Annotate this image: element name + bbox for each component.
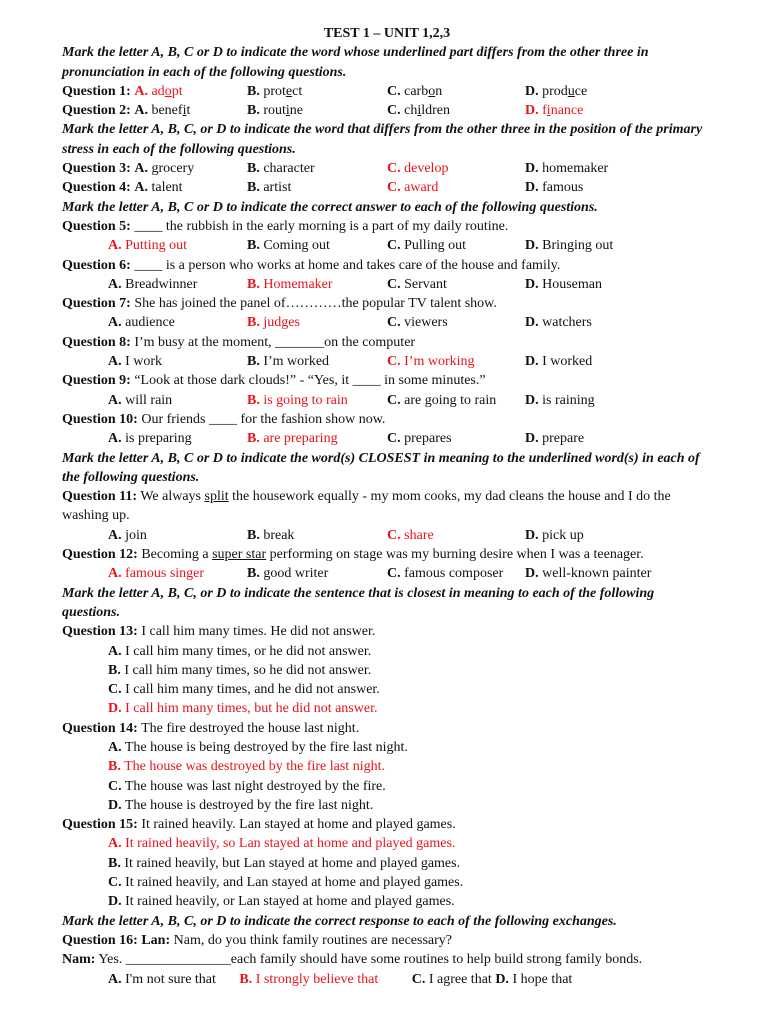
option-c[interactable]: C. I agree that	[411, 971, 492, 987]
option-c[interactable]: C. It rained heavily, and Lan stayed at home and played games.	[108, 875, 464, 891]
option-a[interactable]: A. Breadwinner	[108, 276, 198, 292]
option-c[interactable]: C. share	[387, 527, 434, 543]
question-3	[62, 159, 712, 178]
option-d[interactable]: D. The house is destroyed by the fire last night.	[108, 797, 374, 813]
instruction-closest: Mark the letter A, B, C or D to indicate the word(s) CLOSEST in meaning to the underlined word(s) in each of the following questions.	[62, 450, 700, 485]
option-d[interactable]: D. pick up	[525, 527, 584, 543]
question-label: Question 15:	[62, 817, 138, 833]
question-11-options	[62, 526, 712, 545]
question-14-stem: Question 14: The fire destroyed the house last night.	[62, 720, 360, 736]
question-16-stem: Question 16: Lan: Nam, do you think family routines are necessary?	[62, 932, 452, 948]
question-11-stem: Question 11: We always split the housework equally - my mom cooks, my dad cleans the house and I do the washing up.	[62, 489, 671, 524]
option-b[interactable]: B. good writer	[247, 566, 329, 582]
option-c[interactable]: C. prepares	[387, 431, 452, 447]
question-label: Question 1:	[62, 83, 131, 99]
question-label: Question 16:	[62, 932, 138, 948]
underlined-word: split	[204, 489, 229, 505]
question-1	[62, 82, 712, 101]
question-5-stem: Question 5: ____ the rubbish in the early morning is a part of my daily routine.	[62, 218, 509, 234]
question-10-options	[62, 429, 712, 448]
question-6-options	[62, 275, 712, 294]
underlined-word: super star	[212, 547, 267, 563]
question-12-stem: Question 12: Becoming a super star performing on stage was my burning desire when I was a teenager.	[62, 547, 644, 563]
speaker-nam: Nam:	[62, 952, 96, 968]
option-c[interactable]: C. award	[387, 180, 439, 196]
question-label: Question 12:	[62, 547, 138, 563]
question-16-options	[62, 970, 712, 989]
option-d[interactable]: D. is raining	[525, 392, 595, 408]
question-label: Question 8:	[62, 334, 131, 350]
option-a[interactable]: A. grocery	[134, 161, 195, 177]
option-c[interactable]: C. are going to rain	[387, 392, 497, 408]
question-16-reply: Nam: Yes. _______________each family should have some routines to help build strong family bonds.	[62, 952, 643, 968]
question-label: Question 4:	[62, 180, 131, 196]
option-c[interactable]: C. carbon	[387, 83, 443, 99]
question-label: Question 5:	[62, 218, 131, 234]
question-13-stem: Question 13: I call him many times. He did not answer.	[62, 624, 376, 640]
option-b[interactable]: B. It rained heavily, but Lan stayed at home and played games.	[108, 855, 461, 871]
option-d[interactable]: D. Bringing out	[525, 238, 614, 254]
option-b[interactable]: B. character	[247, 161, 315, 177]
option-a[interactable]: A. It rained heavily, so Lan stayed at home and played games.	[108, 836, 456, 852]
option-a[interactable]: A. The house is being destroyed by the fire last night.	[108, 739, 408, 755]
question-10-stem: Question 10: Our friends ____ for the fashion show now.	[62, 411, 386, 427]
option-b[interactable]: B. routine	[247, 103, 304, 119]
option-d[interactable]: D. I hope that	[495, 971, 573, 987]
question-label: Question 2:	[62, 103, 131, 119]
question-6-stem: Question 6: ____ is a person who works at home and takes care of the house and family.	[62, 257, 561, 273]
option-a[interactable]: A. I call him many times, or he did not answer.	[108, 643, 372, 659]
option-d[interactable]: D. well-known painter	[525, 566, 652, 582]
option-b[interactable]: B. protect	[247, 83, 303, 99]
option-d[interactable]: D. I worked	[525, 354, 593, 370]
question-label: Question 9:	[62, 373, 131, 389]
question-9-options	[62, 391, 712, 410]
instruction-stress: Mark the letter A, B, C, or D to indicate the word that differs from the other three in the position of the primary stress in each of the following questions.	[62, 122, 703, 157]
option-c[interactable]: C. develop	[387, 161, 449, 177]
question-7-options	[62, 313, 712, 332]
question-7-stem: Question 7: She has joined the panel of…………the popular TV talent show.	[62, 296, 497, 312]
option-a[interactable]: A. talent	[134, 180, 183, 196]
option-a[interactable]: A. is preparing	[108, 431, 192, 447]
question-label: Question 7:	[62, 296, 131, 312]
question-label: Question 6:	[62, 257, 131, 273]
instruction-response: Mark the letter A, B, C, or D to indicate the correct response to each of the following exchanges.	[62, 913, 617, 929]
question-12-options	[62, 564, 712, 583]
question-label: Question 3:	[62, 161, 131, 177]
option-d[interactable]: D. watchers	[525, 315, 592, 331]
option-b[interactable]: B. The house was destroyed by the fire last night.	[108, 759, 385, 775]
option-a[interactable]: A. I work	[108, 354, 163, 370]
option-b[interactable]: B. Coming out	[247, 238, 330, 254]
option-c[interactable]: C. Pulling out	[387, 238, 466, 254]
option-c[interactable]: C. I call him many times, and he did not answer.	[108, 682, 380, 698]
question-15-stem: Question 15: It rained heavily. Lan stayed at home and played games.	[62, 817, 456, 833]
exam-page	[62, 24, 712, 989]
question-5-options	[62, 236, 712, 255]
option-d[interactable]: D. homemaker	[525, 161, 609, 177]
option-c[interactable]: C. The house was last night destroyed by the fire.	[108, 778, 386, 794]
option-d[interactable]: D. finance	[525, 103, 584, 119]
question-2	[62, 101, 712, 120]
option-b[interactable]: B. I’m worked	[247, 354, 330, 370]
option-a[interactable]: A. benefit	[134, 103, 191, 119]
question-8-options	[62, 352, 712, 371]
option-d[interactable]: D. famous	[525, 180, 584, 196]
option-d[interactable]: D. prepare	[525, 431, 585, 447]
option-c[interactable]: C. I’m working	[387, 354, 475, 370]
option-d[interactable]: D. I call him many times, but he did not answer.	[108, 701, 378, 717]
option-a[interactable]: A. I'm not sure that	[108, 971, 216, 987]
option-d[interactable]: D. produce	[525, 83, 588, 99]
option-b[interactable]: B. artist	[247, 180, 292, 196]
option-c[interactable]: C. children	[387, 103, 450, 119]
question-label: Question 11:	[62, 489, 138, 505]
option-a[interactable]: A. famous singer	[108, 566, 205, 582]
instruction-correct-answer: Mark the letter A, B, C or D to indicate the correct answer to each of the following questions.	[62, 199, 598, 215]
option-b[interactable]: B. are preparing	[247, 431, 338, 447]
option-b[interactable]: B. I strongly believe that	[239, 971, 379, 987]
test-title: TEST 1 – UNIT 1,2,3	[323, 26, 451, 41]
option-c[interactable]: C. famous composer	[387, 566, 504, 582]
option-c[interactable]: C. viewers	[387, 315, 448, 331]
option-d[interactable]: D. Houseman	[525, 276, 603, 292]
option-a[interactable]: A. audience	[108, 315, 175, 331]
question-9-stem: Question 9: “Look at those dark clouds!” - “Yes, it ____ in some minutes.”	[62, 373, 486, 389]
option-c[interactable]: C. Servant	[387, 276, 447, 292]
option-a[interactable]: A. join	[108, 527, 147, 543]
question-4	[62, 178, 712, 197]
option-d[interactable]: D. It rained heavily, or Lan stayed at home and played games.	[108, 894, 455, 910]
option-b[interactable]: B. judges	[247, 315, 300, 331]
option-a[interactable]: A. adopt	[134, 83, 183, 99]
option-b[interactable]: B. Homemaker	[247, 276, 333, 292]
option-b[interactable]: B. break	[247, 527, 295, 543]
option-b[interactable]: B. is going to rain	[247, 392, 348, 408]
question-label: Question 14:	[62, 720, 138, 736]
question-label: Question 10:	[62, 411, 138, 427]
question-label: Question 13:	[62, 624, 138, 640]
option-a[interactable]: A. will rain	[108, 392, 173, 408]
option-b[interactable]: B. I call him many times, so he did not answer.	[108, 662, 372, 678]
speaker-lan: Lan:	[141, 932, 171, 948]
option-a[interactable]: A. Putting out	[108, 238, 187, 254]
question-8-stem: Question 8: I’m busy at the moment, _______on the computer	[62, 334, 416, 350]
instruction-pronunciation: Mark the letter A, B, C or D to indicate the word whose underlined part differs from the other three in pronunciation in each of the following questions.	[62, 45, 649, 80]
instruction-sentence: Mark the letter A, B, C, or D to indicate the sentence that is closest in meaning to each of the following questions.	[62, 585, 655, 620]
